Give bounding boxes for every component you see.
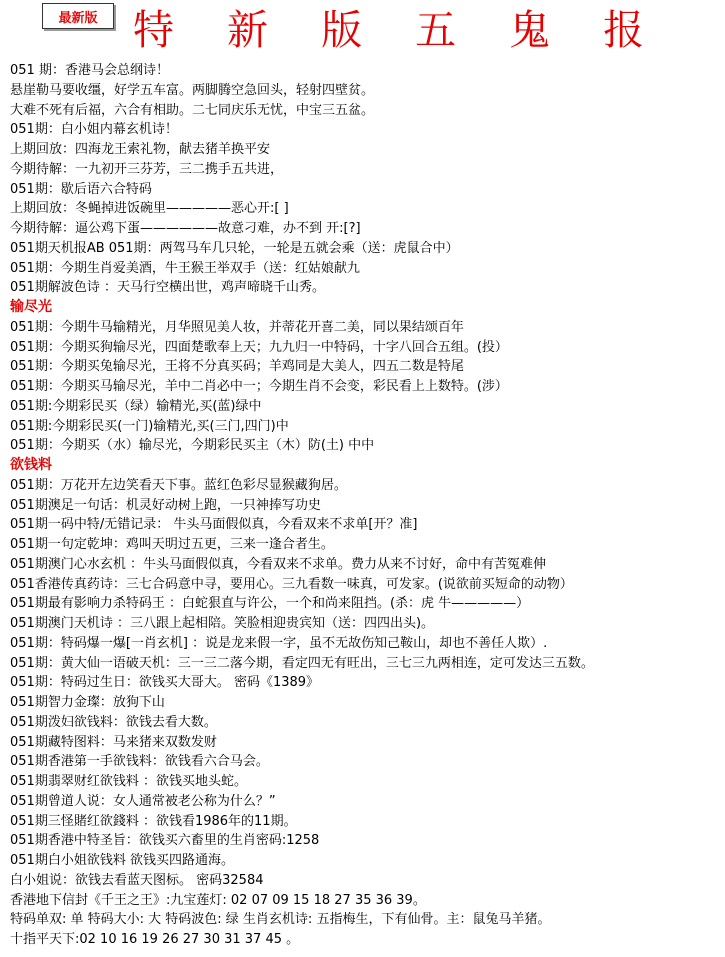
text-line: 051期天机报AB 051期：两驾马车几只轮，一轮是五就会乘（送：虎鼠合中）	[10, 240, 459, 256]
text-line: 051期香港第一手欲钱料：欲钱看六合马会。	[10, 754, 269, 770]
text-line: 051期：特码爆一爆[一肖玄机] ：说是龙来假一字，虽不无故伤知己鞍山，却也不善任人欺）.	[10, 635, 548, 651]
section-heading: 输尽光	[10, 299, 52, 315]
latest-version-badge: 最新版	[42, 3, 114, 29]
text-line: 051期：万花开左边笑看天下事。蓝红色彩尽显猴藏狗居。	[10, 477, 347, 493]
text-line: 051期最有影响力杀特码王 ：白蛇狠直与许公，一个和尚来阻挡。(杀：虎 牛—————）	[10, 596, 530, 612]
text-line: 白小姐说：欲钱去看蓝天图标。 密码32584	[10, 872, 264, 888]
article-body	[10, 61, 721, 950]
text-line: 051期：特码过生日：欲钱买大哥大。 密码《1389》	[10, 675, 320, 691]
text-line: 051期：今期牛马输精光，月华照见美人妆，并蒂花开喜二美，同以果结颂百年	[10, 319, 464, 335]
text-line: 051期：黄大仙一语破天机：三一三二落今期，看定四无有旺出，三七三九两相连，定可发达三五数。	[10, 655, 594, 671]
text-line: 051 期：香港马会总纲诗！	[10, 63, 169, 78]
text-line: 大难不死有后福，六合有相助。二七同庆乐无忧，中宝三五盆。	[10, 102, 375, 118]
text-line: 051期一码中特/无错记录： 牛头马面假似真，今看双来不求单[开？准]	[10, 517, 418, 533]
text-line: 051期一句定乾坤：鸡叫天明过五更，三来一逢合者生。	[10, 537, 334, 552]
text-line: 051期：今期生肖爱美酒，牛王猴王举双手（送：红姑娘献九	[10, 260, 360, 276]
text-line: 051期藏特图料：马来猪来双数发财	[10, 734, 217, 750]
text-line: 051期智力金璨：放狗下山	[10, 695, 165, 710]
page-title: 特 新 版 五 鬼 报	[133, 6, 665, 54]
text-line: 悬崖勒马要收缰，好学五车富。两脚腾空急回头，轻射四壁贫。	[10, 82, 375, 98]
text-line: 051期：今期买马输尽光，羊中二肖必中一；今期生肖不会变，彩民看上上数特。(涉）	[10, 379, 508, 394]
text-line: 051期泼妇欲钱料：欲钱去看大数。	[10, 714, 217, 730]
text-line: 上期回放：四海龙王索礼物，献去猪羊换平安	[10, 142, 271, 157]
text-line: 051期:今期彩民买(一门)输精光,买(三门,四门)中	[10, 418, 289, 434]
section-heading: 欲钱料	[10, 457, 52, 473]
text-line: 051期：今期买兔输尽光，王将不分真买码；羊鸡同是大美人，四五二数是特尾	[10, 359, 464, 375]
text-line: 051期白小姐欲钱料 欲钱买四路通海。	[10, 853, 234, 868]
text-line: 香港地下信封《千王之王》:九宝莲灯: 02 07 09 15 18 27 35 36 39。	[10, 892, 426, 908]
text-line: 特码单双: 单 特码大小: 大 特码波色: 绿 生肖玄机诗: 五指梅生，下有仙骨。主：鼠兔马羊猪。	[10, 912, 551, 928]
text-line: 051期：歇后语六合特码	[10, 181, 152, 197]
text-line: 051期三怪賭红欲錢料 ：欲钱看1986年的11期。	[10, 813, 297, 829]
text-line: 今期待解：一九初开三芬芳，三二携手五共进，	[10, 161, 284, 177]
text-line: 上期回放：冬蝇掉进饭碗里—————恶心开:[ ]	[10, 201, 289, 217]
text-line: 051香港传真药诗：三七合码意中寻，要用心。三九看数一味真，可发家。(说欲前买短命的动物）	[10, 576, 573, 592]
text-line: 051期：今期买狗输尽光，四面楚歌奉上天；九九归一中特码，十字八回合五组。(投）	[10, 339, 508, 355]
text-line: 051期翡翠财红欲钱料 ：欲钱买地头蛇。	[10, 774, 247, 789]
text-line: 051期:今期彩民买（绿）输精光,买(蓝)绿中	[10, 398, 262, 414]
text-line: 051期曾道人说：女人通常被老公称为什么？”	[10, 793, 276, 809]
text-line: 051期：今期买（水）输尽光，今期彩民买主（木）防(土) 中中	[10, 438, 375, 454]
text-line: 051期解波色诗 ：天马行空横出世，鸡声啼晓千山秀。	[10, 280, 325, 296]
text-line: 十指平天下:02 10 16 19 26 27 30 31 37 45 。	[10, 932, 300, 947]
text-line: 051期澳足一句话：机灵好动树上跑，一只神捧写功史	[10, 497, 321, 513]
text-line: 051期澳门心水玄机 ：牛头马面假似真，今看双来不求单。费力从来不讨好，命中有苦冤难伸	[10, 556, 546, 572]
text-line: 051期澳门天机诗 ：三八跟上起相陪。笑脸相迎贵宾知（送：四四出头)。	[10, 616, 435, 631]
text-line: 051期：白小姐内幕玄机诗！	[10, 122, 178, 138]
text-line: 今期待解：逼公鸡下蛋——————故意刁难，办不到 开:[?]	[10, 221, 361, 236]
text-line: 051期香港中特圣旨：欲钱买六畜里的生肖密码:1258	[10, 833, 320, 849]
